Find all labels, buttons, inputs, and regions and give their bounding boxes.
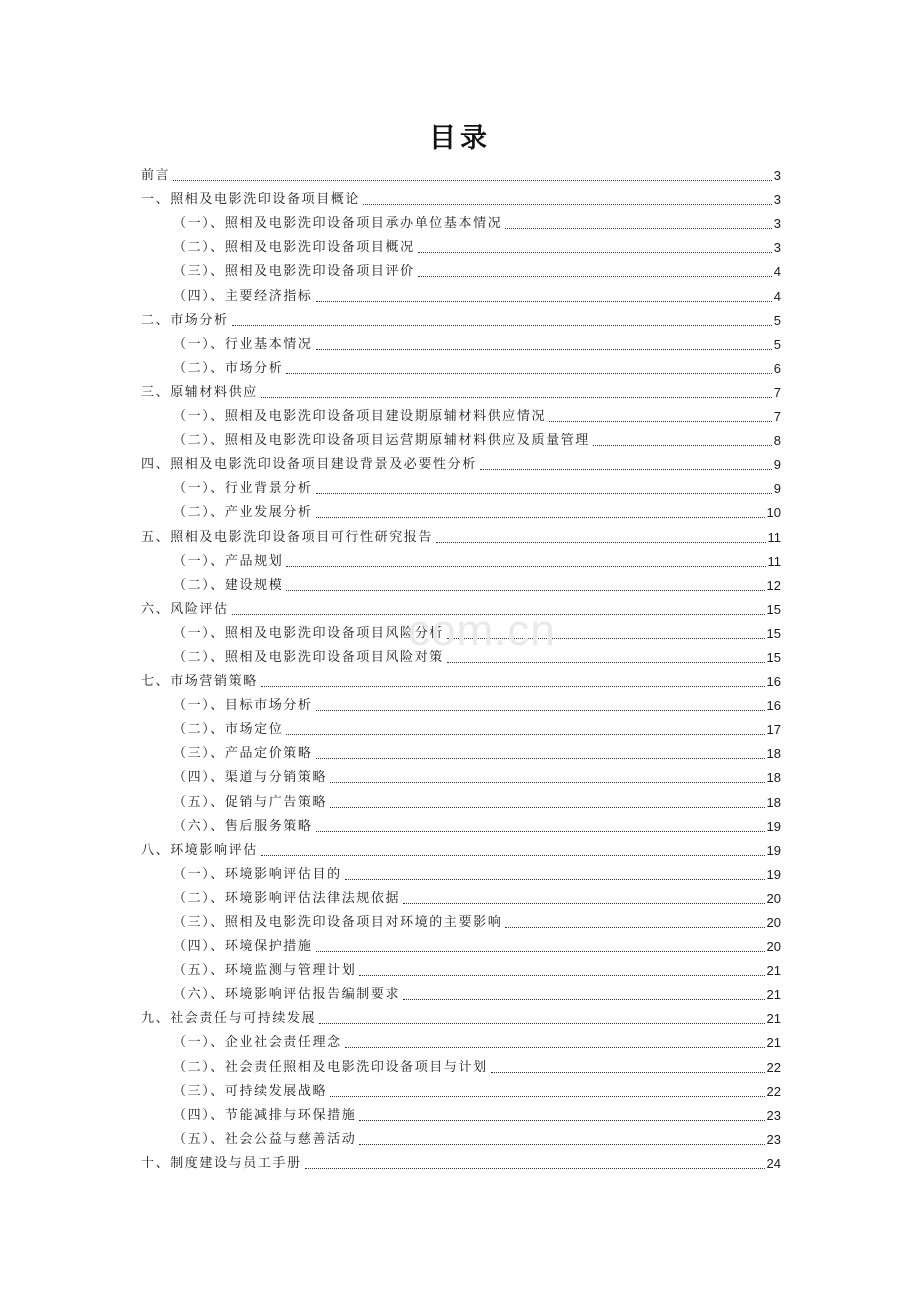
toc-page-number: 24 (766, 1155, 781, 1171)
toc-entry-text: （五）、社会公益与慈善活动 (173, 1131, 357, 1147)
toc-entry-text: （五）、促销与广告策略 (173, 794, 328, 810)
toc-entry-text: （二）、市场分析 (173, 360, 284, 376)
toc-dot-leader (359, 1120, 764, 1121)
toc-entry-text: （二）、照相及电影洗印设备项目运营期原辅材料供应及质量管理 (173, 433, 590, 449)
toc-entry[interactable] (141, 595, 781, 619)
toc-entry-text: 五、照相及电影洗印设备项目可行性研究报告 (141, 529, 434, 545)
toc-entry[interactable] (141, 1125, 781, 1149)
toc-entry-text: （二）、环境影响评估法律法规依据 (173, 890, 401, 906)
toc-entry-text: （一）、行业背景分析 (173, 481, 313, 497)
toc-page-number: 21 (766, 963, 781, 979)
toc-page-number: 11 (767, 529, 781, 545)
toc-page-number: 18 (766, 794, 781, 810)
toc-entry[interactable] (141, 185, 781, 209)
toc-entry-text: （一）、企业社会责任理念 (173, 1035, 342, 1051)
toc-entry-text: 十、制度建设与员工手册 (141, 1155, 302, 1171)
toc-entry[interactable] (141, 306, 781, 330)
toc-entry[interactable] (141, 426, 781, 450)
toc-entry[interactable] (141, 1101, 781, 1125)
toc-page-number: 3 (773, 240, 781, 256)
toc-dot-leader (316, 301, 772, 302)
toc-entry-text: （一）、照相及电影洗印设备项目承办单位基本情况 (173, 216, 503, 232)
toc-dot-leader (505, 927, 764, 928)
toc-dot-leader (319, 1023, 764, 1024)
toc-dot-leader (330, 782, 764, 783)
toc-entry-text: （三）、照相及电影洗印设备项目评价 (173, 264, 415, 280)
toc-page-number: 22 (766, 1083, 781, 1099)
toc-entry[interactable] (141, 378, 781, 402)
toc-dot-leader (330, 1096, 764, 1097)
toc-page-number: 10 (766, 505, 781, 521)
toc-page-number: 19 (766, 842, 781, 858)
toc-dot-leader (359, 1144, 764, 1145)
toc-dot-leader (316, 349, 772, 350)
toc-page-number: 18 (766, 746, 781, 762)
toc-dot-leader (232, 325, 772, 326)
toc-entry[interactable] (141, 402, 781, 426)
toc-entry[interactable] (141, 547, 781, 571)
toc-page-number: 3 (773, 168, 781, 184)
toc-page-number: 7 (773, 409, 781, 425)
toc-page-number: 4 (773, 264, 781, 280)
toc-dot-leader (286, 373, 771, 374)
toc-entry[interactable] (141, 932, 781, 956)
toc-dot-leader (403, 999, 764, 1000)
toc-entry-text: （一）、目标市场分析 (173, 698, 313, 714)
toc-dot-leader (447, 638, 765, 639)
toc-page-number: 23 (766, 1107, 781, 1123)
toc-dot-leader (418, 276, 772, 277)
toc-page-number: 19 (766, 866, 781, 882)
toc-page-number: 5 (773, 312, 781, 328)
toc-entry[interactable] (141, 330, 781, 354)
toc-page-number: 20 (766, 939, 781, 955)
toc-dot-leader (593, 445, 772, 446)
toc-entry-text: （一）、照相及电影洗印设备项目风险分析 (173, 625, 444, 641)
toc-entry-text: （二）、照相及电影洗印设备项目概况 (173, 240, 415, 256)
toc-page-number: 16 (766, 674, 781, 690)
toc-dot-leader (286, 734, 764, 735)
toc-entry[interactable] (141, 571, 781, 595)
toc-entry-text: （二）、市场定位 (173, 722, 284, 738)
toc-entry-text: （二）、产业发展分析 (173, 505, 313, 521)
toc-dot-leader (480, 469, 772, 470)
toc-entry-text: （三）、照相及电影洗印设备项目对环境的主要影响 (173, 915, 503, 930)
toc-entry-text: （一）、环境影响评估目的 (173, 866, 342, 882)
toc-entry[interactable] (141, 667, 781, 691)
toc-entry-text: 三、原辅材料供应 (141, 384, 258, 400)
toc-page-number: 3 (773, 192, 781, 208)
toc-entry-text: 八、环境影响评估 (141, 842, 258, 858)
table-of-contents (141, 161, 781, 1173)
toc-dot-leader (286, 590, 764, 591)
toc-entry-text: （二）、建设规模 (173, 577, 284, 593)
toc-entry-text: （四）、主要经济指标 (173, 288, 313, 304)
toc-page-number: 21 (766, 1011, 781, 1027)
toc-entry[interactable] (141, 860, 781, 884)
toc-page-number: 9 (773, 481, 781, 497)
toc-dot-leader (261, 397, 772, 398)
toc-entry[interactable] (141, 233, 781, 257)
toc-page-number: 4 (773, 288, 781, 304)
toc-page-number: 11 (767, 553, 781, 569)
toc-dot-leader (491, 1072, 765, 1073)
toc-entry[interactable] (141, 474, 781, 498)
toc-dot-leader (418, 252, 772, 253)
toc-dot-leader (232, 614, 765, 615)
toc-entry-text: （六）、售后服务策略 (173, 818, 313, 834)
toc-page-number: 18 (766, 770, 781, 786)
toc-dot-leader (549, 421, 772, 422)
toc-entry-text: （三）、可持续发展战略 (173, 1083, 328, 1099)
toc-entry[interactable] (141, 1028, 781, 1052)
toc-page-number: 22 (766, 1059, 781, 1075)
toc-entry-text: 四、照相及电影洗印设备项目建设背景及必要性分析 (141, 457, 477, 473)
toc-page-number: 20 (766, 890, 781, 906)
toc-entry[interactable] (141, 1077, 781, 1101)
toc-page-number: 21 (766, 1035, 781, 1051)
toc-entry-text: （二）、照相及电影洗印设备项目风险对策 (173, 649, 444, 665)
toc-entry[interactable] (141, 354, 781, 378)
toc-entry-text: （六）、环境影响评估报告编制要求 (173, 987, 401, 1003)
toc-entry[interactable] (141, 450, 781, 474)
toc-entry[interactable] (141, 643, 781, 667)
toc-entry[interactable] (141, 522, 781, 546)
toc-dot-leader (286, 566, 765, 567)
toc-page-number: 6 (773, 360, 781, 376)
toc-page-number: 16 (766, 698, 781, 714)
toc-entry-text: （四）、渠道与分销策略 (173, 770, 328, 786)
toc-dot-leader (261, 855, 765, 856)
toc-entry-text: 二、市场分析 (141, 312, 229, 328)
toc-entry-text: 七、市场营销策略 (141, 674, 258, 690)
toc-dot-leader (173, 180, 772, 181)
toc-dot-leader (261, 686, 765, 687)
toc-dot-leader (345, 879, 765, 880)
toc-entry[interactable] (141, 763, 781, 787)
toc-entry-text: （一）、产品规划 (173, 553, 284, 569)
toc-entry[interactable] (141, 257, 781, 281)
toc-page-number: 15 (766, 601, 781, 617)
toc-page-number: 7 (773, 384, 781, 400)
toc-page-number: 19 (766, 818, 781, 834)
toc-entry-text: （二）、社会责任照相及电影洗印设备项目与计划 (173, 1059, 488, 1075)
toc-page-number: 23 (766, 1131, 781, 1147)
toc-entry[interactable] (141, 956, 781, 980)
toc-entry[interactable] (141, 1052, 781, 1076)
toc-entry-text: 一、照相及电影洗印设备项目概论 (141, 192, 361, 208)
toc-dot-leader (363, 204, 772, 205)
toc-entry[interactable] (141, 209, 781, 233)
toc-entry[interactable] (141, 1004, 781, 1028)
toc-page-number: 15 (766, 649, 781, 665)
toc-dot-leader (316, 493, 772, 494)
toc-dot-leader (305, 1168, 765, 1169)
toc-dot-leader (316, 710, 765, 711)
toc-dot-leader (436, 542, 765, 543)
toc-page-number: 3 (773, 216, 781, 232)
toc-entry[interactable] (141, 884, 781, 908)
toc-page-number: 20 (766, 915, 781, 930)
toc-entry[interactable] (141, 1149, 781, 1173)
toc-dot-leader (316, 951, 765, 952)
toc-page-number: 5 (773, 336, 781, 352)
toc-dot-leader (345, 1047, 765, 1048)
toc-dot-leader (505, 228, 771, 229)
toc-page-number: 9 (773, 457, 781, 473)
toc-entry-text: 六、风险评估 (141, 601, 229, 617)
toc-entry[interactable] (141, 161, 781, 185)
toc-dot-leader (316, 758, 765, 759)
toc-dot-leader (403, 903, 764, 904)
watermark: com.cn (408, 606, 556, 655)
toc-entry[interactable] (141, 739, 781, 763)
toc-dot-leader (316, 831, 765, 832)
toc-entry[interactable] (141, 619, 781, 643)
toc-dot-leader (359, 975, 764, 976)
toc-entry-text: （一）、行业基本情况 (173, 336, 313, 352)
toc-entry-text: （四）、环境保护措施 (173, 939, 313, 955)
toc-entry[interactable] (141, 498, 781, 522)
toc-entry[interactable] (141, 281, 781, 305)
toc-entry[interactable] (141, 787, 781, 811)
toc-entry-text: （五）、环境监测与管理计划 (173, 963, 357, 979)
toc-entry[interactable] (141, 715, 781, 739)
toc-entry-text: 前言 (141, 168, 171, 184)
toc-entry-text: （四）、节能减排与环保措施 (173, 1107, 357, 1123)
toc-entry[interactable] (141, 812, 781, 836)
toc-page-number: 17 (766, 722, 781, 738)
toc-dot-leader (316, 517, 765, 518)
toc-entry[interactable] (141, 980, 781, 1004)
toc-page-number: 12 (766, 577, 781, 593)
toc-dot-leader (330, 807, 764, 808)
page-title: 目录 (429, 123, 491, 154)
toc-entry-text: （三）、产品定价策略 (173, 746, 313, 762)
toc-page-number: 15 (766, 625, 781, 641)
toc-entry[interactable] (141, 908, 781, 932)
toc-entry[interactable] (141, 836, 781, 860)
toc-page-number: 8 (773, 433, 781, 449)
toc-dot-leader (447, 662, 765, 663)
toc-entry[interactable] (141, 691, 781, 715)
toc-entry-text: （一）、照相及电影洗印设备项目建设期原辅材料供应情况 (173, 409, 547, 425)
toc-page-number: 21 (766, 987, 781, 1003)
toc-entry-text: 九、社会责任与可持续发展 (141, 1011, 317, 1027)
